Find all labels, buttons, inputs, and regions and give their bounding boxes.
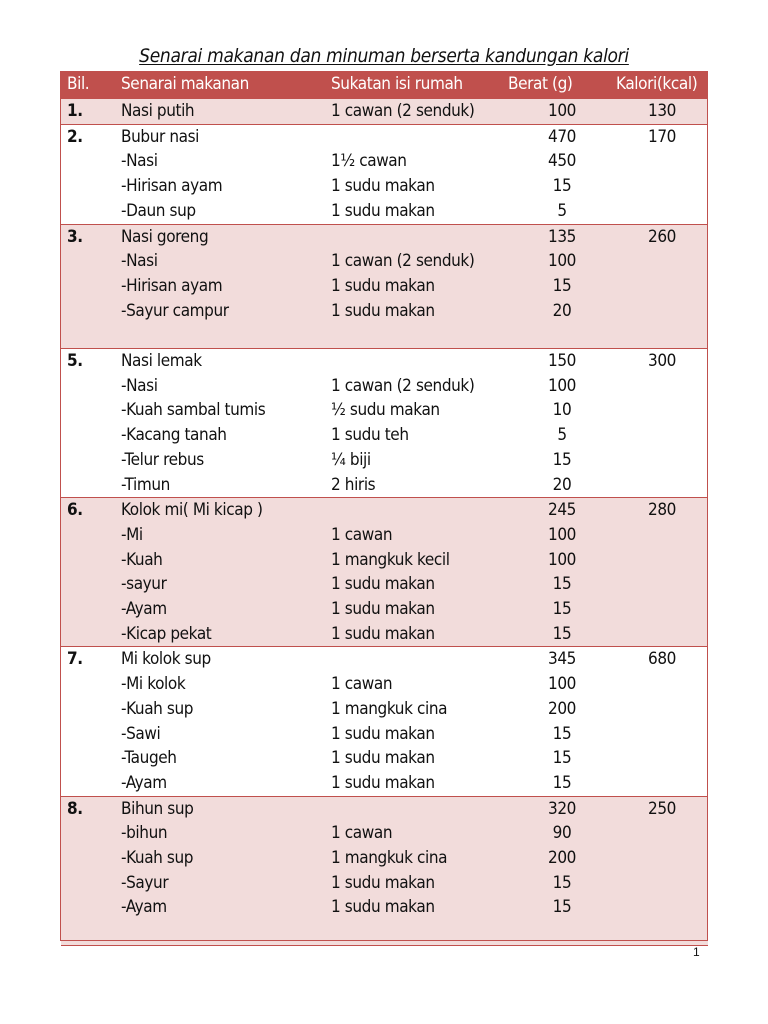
food-cell: Mi kolok sup bbox=[115, 647, 325, 672]
weight-cell: 15 bbox=[508, 174, 616, 199]
weight-cell: 450 bbox=[508, 149, 616, 174]
measure-cell: 1 cawan bbox=[325, 672, 508, 697]
kcal-cell bbox=[616, 771, 708, 796]
kcal-cell bbox=[616, 174, 708, 199]
food-cell: Bihun sup bbox=[115, 796, 325, 821]
weight-cell: 200 bbox=[508, 697, 616, 722]
measure-cell: 1 cawan (2 senduk) bbox=[325, 249, 508, 274]
blank-cell bbox=[115, 323, 325, 348]
kcal-cell bbox=[616, 448, 708, 473]
food-cell: -Kuah bbox=[115, 548, 325, 573]
table-row bbox=[61, 722, 708, 747]
weight-cell: 470 bbox=[508, 124, 616, 149]
food-cell: -Timun bbox=[115, 473, 325, 498]
kcal-cell bbox=[616, 572, 708, 597]
table-header-row bbox=[61, 71, 708, 99]
blank-row bbox=[61, 920, 708, 945]
table-row bbox=[61, 697, 708, 722]
measure-cell: 1 mangkuk cina bbox=[325, 846, 508, 871]
bil-cell bbox=[61, 473, 115, 498]
food-cell: -Nasi bbox=[115, 149, 325, 174]
table-row bbox=[61, 349, 708, 374]
table-row bbox=[61, 473, 708, 498]
kcal-cell bbox=[616, 374, 708, 399]
blank-cell bbox=[616, 920, 708, 945]
bil-cell bbox=[61, 199, 115, 224]
weight-cell: 100 bbox=[508, 672, 616, 697]
kcal-cell bbox=[616, 548, 708, 573]
food-cell: Kolok mi( Mi kicap ) bbox=[115, 498, 325, 523]
table-row bbox=[61, 846, 708, 871]
bil-cell bbox=[61, 871, 115, 896]
bil-cell bbox=[61, 622, 115, 647]
kcal-cell bbox=[616, 199, 708, 224]
bil-cell bbox=[61, 722, 115, 747]
measure-cell: 1 cawan (2 senduk) bbox=[325, 99, 508, 125]
weight-cell: 15 bbox=[508, 771, 616, 796]
header-bil: Bil. bbox=[61, 71, 115, 99]
bil-cell: 5. bbox=[61, 349, 115, 374]
measure-cell: 1 sudu makan bbox=[325, 746, 508, 771]
food-cell: -Sayur bbox=[115, 871, 325, 896]
blank-cell bbox=[115, 920, 325, 945]
bil-cell bbox=[61, 771, 115, 796]
food-cell: -bihun bbox=[115, 821, 325, 846]
kcal-cell bbox=[616, 299, 708, 324]
kcal-cell bbox=[616, 149, 708, 174]
weight-cell: 200 bbox=[508, 846, 616, 871]
table-row bbox=[61, 99, 708, 125]
food-cell: Nasi goreng bbox=[115, 224, 325, 249]
bil-cell bbox=[61, 174, 115, 199]
food-cell: -Sayur campur bbox=[115, 299, 325, 324]
blank-cell bbox=[325, 323, 508, 348]
kcal-cell: 260 bbox=[616, 224, 708, 249]
measure-cell: 2 hiris bbox=[325, 473, 508, 498]
bil-cell bbox=[61, 374, 115, 399]
weight-cell: 100 bbox=[508, 374, 616, 399]
food-group bbox=[61, 99, 708, 125]
bil-cell: 6. bbox=[61, 498, 115, 523]
table-row bbox=[61, 572, 708, 597]
measure-cell: 1 cawan bbox=[325, 523, 508, 548]
food-group bbox=[61, 498, 708, 647]
food-cell: -Ayam bbox=[115, 597, 325, 622]
food-group bbox=[61, 647, 708, 796]
blank-cell bbox=[616, 323, 708, 348]
food-cell: -Hirisan ayam bbox=[115, 174, 325, 199]
measure-cell: 1 sudu makan bbox=[325, 199, 508, 224]
measure-cell: 1 cawan (2 senduk) bbox=[325, 374, 508, 399]
kcal-cell bbox=[616, 622, 708, 647]
food-cell: -Kuah sup bbox=[115, 846, 325, 871]
kcal-cell bbox=[616, 821, 708, 846]
bil-cell bbox=[61, 423, 115, 448]
table-row bbox=[61, 871, 708, 896]
measure-cell: 1 sudu makan bbox=[325, 572, 508, 597]
food-cell: -Telur rebus bbox=[115, 448, 325, 473]
table-row bbox=[61, 796, 708, 821]
bil-cell: 3. bbox=[61, 224, 115, 249]
table-row bbox=[61, 523, 708, 548]
table-row bbox=[61, 374, 708, 399]
food-cell: -Kuah sup bbox=[115, 697, 325, 722]
kcal-cell bbox=[616, 722, 708, 747]
food-cell: -Nasi bbox=[115, 249, 325, 274]
measure-cell: 1 sudu makan bbox=[325, 274, 508, 299]
kcal-cell: 280 bbox=[616, 498, 708, 523]
table-row bbox=[61, 647, 708, 672]
kcal-cell bbox=[616, 672, 708, 697]
kcal-cell bbox=[616, 423, 708, 448]
kcal-cell bbox=[616, 398, 708, 423]
food-cell: -Hirisan ayam bbox=[115, 274, 325, 299]
bil-cell bbox=[61, 299, 115, 324]
table-row bbox=[61, 821, 708, 846]
food-cell: -Mi bbox=[115, 523, 325, 548]
bil-cell: 8. bbox=[61, 796, 115, 821]
table-row bbox=[61, 597, 708, 622]
table-row bbox=[61, 548, 708, 573]
kcal-cell bbox=[616, 597, 708, 622]
weight-cell: 10 bbox=[508, 398, 616, 423]
calorie-table bbox=[61, 71, 708, 946]
blank-cell bbox=[508, 323, 616, 348]
food-group bbox=[61, 224, 708, 349]
measure-cell: 1 sudu makan bbox=[325, 722, 508, 747]
weight-cell: 15 bbox=[508, 274, 616, 299]
measure-cell: 1 sudu makan bbox=[325, 622, 508, 647]
header-food: Senarai makanan bbox=[115, 71, 325, 99]
blank-row bbox=[61, 323, 708, 348]
bil-cell bbox=[61, 895, 115, 920]
weight-cell: 135 bbox=[508, 224, 616, 249]
measure-cell bbox=[325, 349, 508, 374]
measure-cell: 1 sudu makan bbox=[325, 174, 508, 199]
food-cell: -Kicap pekat bbox=[115, 622, 325, 647]
weight-cell: 100 bbox=[508, 548, 616, 573]
header-measure: Sukatan isi rumah bbox=[325, 71, 508, 99]
weight-cell: 150 bbox=[508, 349, 616, 374]
blank-cell bbox=[61, 323, 115, 348]
page-number: 1 bbox=[693, 945, 700, 959]
weight-cell: 345 bbox=[508, 647, 616, 672]
bil-cell bbox=[61, 746, 115, 771]
table-row bbox=[61, 224, 708, 249]
food-cell: -Ayam bbox=[115, 771, 325, 796]
bil-cell bbox=[61, 597, 115, 622]
kcal-cell bbox=[616, 274, 708, 299]
food-cell: -Mi kolok bbox=[115, 672, 325, 697]
table-row bbox=[61, 498, 708, 523]
weight-cell: 320 bbox=[508, 796, 616, 821]
header-weight: Berat (g) bbox=[508, 71, 616, 99]
bil-cell: 2. bbox=[61, 124, 115, 149]
kcal-cell: 130 bbox=[616, 99, 708, 125]
measure-cell: ¼ biji bbox=[325, 448, 508, 473]
weight-cell: 15 bbox=[508, 722, 616, 747]
table-row bbox=[61, 771, 708, 796]
table-row bbox=[61, 398, 708, 423]
kcal-cell bbox=[616, 249, 708, 274]
weight-cell: 20 bbox=[508, 299, 616, 324]
weight-cell: 15 bbox=[508, 448, 616, 473]
measure-cell bbox=[325, 796, 508, 821]
table-row bbox=[61, 672, 708, 697]
table-row bbox=[61, 895, 708, 920]
food-cell: -Ayam bbox=[115, 895, 325, 920]
kcal-cell bbox=[616, 871, 708, 896]
bil-cell: 7. bbox=[61, 647, 115, 672]
measure-cell: 1 cawan bbox=[325, 821, 508, 846]
bil-cell bbox=[61, 398, 115, 423]
header-kcal: Kalori(kcal) bbox=[616, 71, 708, 99]
weight-cell: 15 bbox=[508, 871, 616, 896]
table-row bbox=[61, 274, 708, 299]
bil-cell bbox=[61, 149, 115, 174]
blank-cell bbox=[61, 920, 115, 945]
measure-cell: 1 sudu makan bbox=[325, 895, 508, 920]
food-group bbox=[61, 349, 708, 498]
measure-cell bbox=[325, 124, 508, 149]
kcal-cell bbox=[616, 473, 708, 498]
weight-cell: 20 bbox=[508, 473, 616, 498]
weight-cell: 245 bbox=[508, 498, 616, 523]
weight-cell: 15 bbox=[508, 572, 616, 597]
measure-cell: 1 sudu makan bbox=[325, 771, 508, 796]
food-group bbox=[61, 796, 708, 945]
weight-cell: 15 bbox=[508, 746, 616, 771]
kcal-cell bbox=[616, 697, 708, 722]
food-cell: -Taugeh bbox=[115, 746, 325, 771]
weight-cell: 90 bbox=[508, 821, 616, 846]
food-cell: -sayur bbox=[115, 572, 325, 597]
kcal-cell: 680 bbox=[616, 647, 708, 672]
food-group bbox=[61, 124, 708, 224]
table-row bbox=[61, 448, 708, 473]
measure-cell bbox=[325, 498, 508, 523]
measure-cell: ½ sudu makan bbox=[325, 398, 508, 423]
measure-cell: 1½ cawan bbox=[325, 149, 508, 174]
kcal-cell: 300 bbox=[616, 349, 708, 374]
kcal-cell: 250 bbox=[616, 796, 708, 821]
bil-cell bbox=[61, 548, 115, 573]
bil-cell bbox=[61, 572, 115, 597]
measure-cell: 1 mangkuk kecil bbox=[325, 548, 508, 573]
measure-cell: 1 sudu makan bbox=[325, 871, 508, 896]
kcal-cell: 170 bbox=[616, 124, 708, 149]
bil-cell bbox=[61, 846, 115, 871]
bil-cell bbox=[61, 821, 115, 846]
food-cell: Nasi lemak bbox=[115, 349, 325, 374]
food-cell: Bubur nasi bbox=[115, 124, 325, 149]
measure-cell bbox=[325, 647, 508, 672]
table-row bbox=[61, 423, 708, 448]
table-row bbox=[61, 124, 708, 149]
bil-cell bbox=[61, 672, 115, 697]
bil-cell bbox=[61, 448, 115, 473]
table-row bbox=[61, 199, 708, 224]
bil-cell: 1. bbox=[61, 99, 115, 125]
bil-cell bbox=[61, 697, 115, 722]
food-cell: -Daun sup bbox=[115, 199, 325, 224]
table-row bbox=[61, 622, 708, 647]
table-row bbox=[61, 249, 708, 274]
kcal-cell bbox=[616, 746, 708, 771]
weight-cell: 5 bbox=[508, 423, 616, 448]
blank-cell bbox=[508, 920, 616, 945]
food-cell: Nasi putih bbox=[115, 99, 325, 125]
blank-cell bbox=[325, 920, 508, 945]
table-row bbox=[61, 746, 708, 771]
table-row bbox=[61, 174, 708, 199]
measure-cell bbox=[325, 224, 508, 249]
kcal-cell bbox=[616, 895, 708, 920]
food-cell: -Nasi bbox=[115, 374, 325, 399]
weight-cell: 5 bbox=[508, 199, 616, 224]
bil-cell bbox=[61, 249, 115, 274]
weight-cell: 100 bbox=[508, 249, 616, 274]
weight-cell: 15 bbox=[508, 597, 616, 622]
weight-cell: 15 bbox=[508, 622, 616, 647]
measure-cell: 1 sudu teh bbox=[325, 423, 508, 448]
kcal-cell bbox=[616, 846, 708, 871]
measure-cell: 1 mangkuk cina bbox=[325, 697, 508, 722]
document-title: Senarai makanan dan minuman berserta kandungan kalori bbox=[139, 45, 629, 67]
kcal-cell bbox=[616, 523, 708, 548]
food-cell: -Sawi bbox=[115, 722, 325, 747]
weight-cell: 100 bbox=[508, 99, 616, 125]
food-cell: -Kacang tanah bbox=[115, 423, 325, 448]
measure-cell: 1 sudu makan bbox=[325, 299, 508, 324]
measure-cell: 1 sudu makan bbox=[325, 597, 508, 622]
bil-cell bbox=[61, 274, 115, 299]
bil-cell bbox=[61, 523, 115, 548]
weight-cell: 100 bbox=[508, 523, 616, 548]
food-cell: -Kuah sambal tumis bbox=[115, 398, 325, 423]
table-row bbox=[61, 149, 708, 174]
table-row bbox=[61, 299, 708, 324]
weight-cell: 15 bbox=[508, 895, 616, 920]
